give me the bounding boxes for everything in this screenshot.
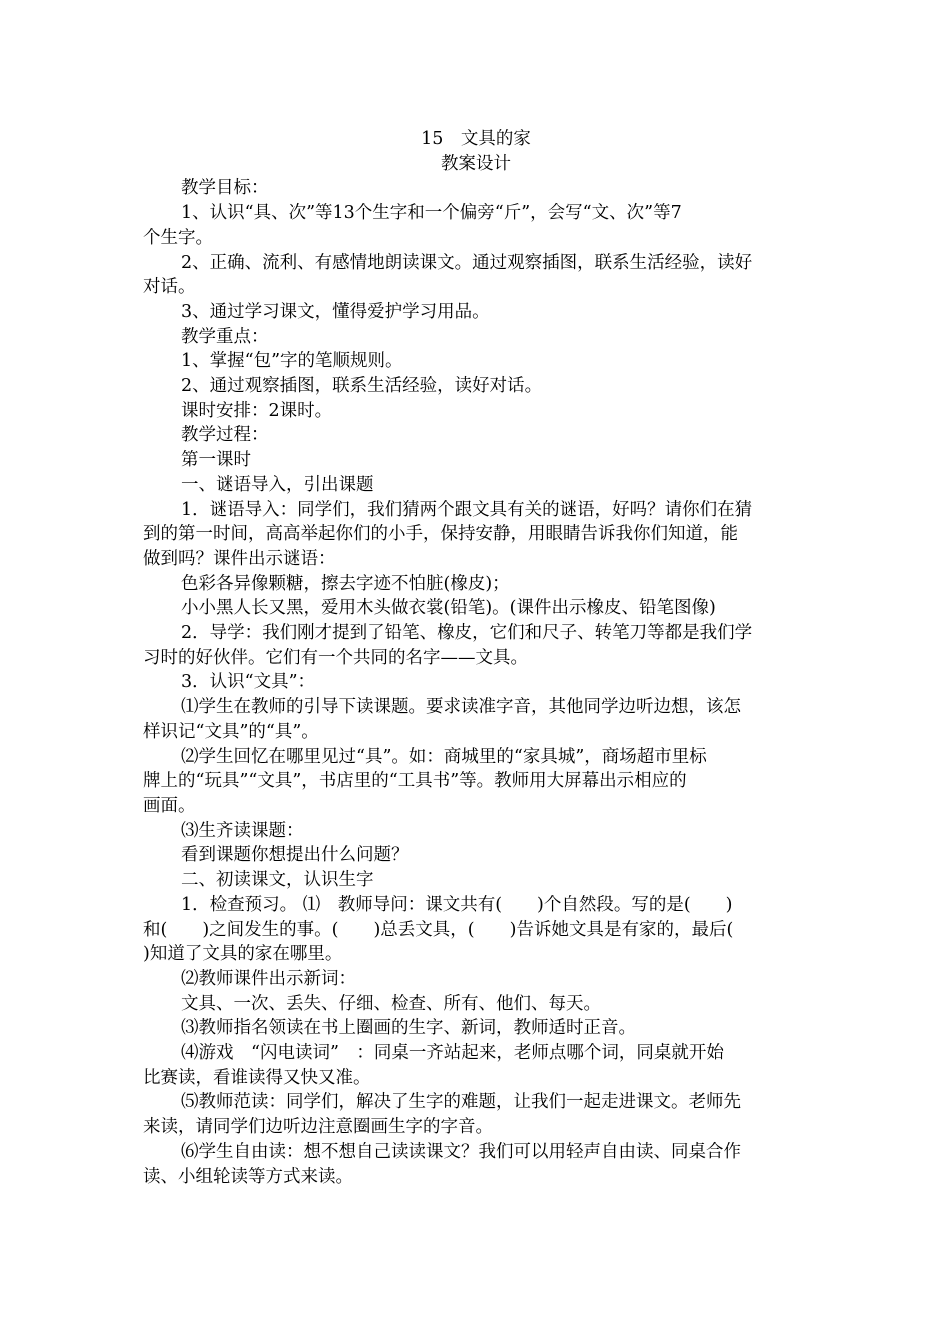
document-body <box>143 127 809 1189</box>
paragraph <box>143 967 809 992</box>
paragraph-line: 画面。 <box>143 795 196 816</box>
paragraph <box>143 423 809 448</box>
paragraph <box>143 201 809 250</box>
paragraph-line: 一、谜语导入，引出课题 <box>181 474 374 495</box>
paragraph <box>143 893 809 967</box>
paragraph-line: ⑹学生自由读：想不想自己读读课文？我们可以用轻声自由读、同桌合作 <box>181 1141 741 1162</box>
document-title: 15 文具的家 <box>421 129 531 149</box>
paragraph-line: 二、初读课文，认识生字 <box>181 870 374 891</box>
paragraph <box>143 399 809 424</box>
paragraph-line: 1、认识“具、次”等13个生字和一个偏旁“斤”，会写“文、次”等7 <box>181 203 682 224</box>
paragraph-line: 教学过程： <box>181 425 269 446</box>
paragraph-line: 对话。 <box>143 277 196 298</box>
paragraph <box>143 349 809 374</box>
paragraph-line: 色彩各异像颗糖，擦去字迹不怕脏(橡皮)； <box>181 573 510 594</box>
paragraph <box>143 300 809 325</box>
paragraph-line: 第一课时 <box>181 450 251 471</box>
paragraph <box>143 448 809 473</box>
paragraph <box>143 670 809 695</box>
paragraph <box>143 176 809 201</box>
paragraph-line: ⑸教师范读：同学们，解决了生字的难题，让我们一起走进课文。老师先 <box>181 1092 741 1113</box>
paragraph-line: 1．谜语导入：同学们，我们猜两个跟文具有关的谜语，好吗？请你们在猜 <box>181 499 753 520</box>
paragraph <box>143 621 809 670</box>
paragraph <box>143 1041 809 1090</box>
paragraph-line: 2、通过观察插图，联系生活经验，读好对话。 <box>181 376 543 397</box>
paragraph <box>143 1016 809 1041</box>
paragraph-line: 课时安排：2课时。 <box>181 400 333 421</box>
paragraph <box>143 745 809 819</box>
paragraph-line: 到的第一时间，高高举起你们的小手，保持安静，用眼睛告诉我你们知道，能 <box>143 524 738 545</box>
paragraph-line: 样识记“文具”的“具”。 <box>143 721 319 742</box>
paragraph <box>143 992 809 1017</box>
paragraph-line: ⑶教师指名领读在书上圈画的生字、新词，教师适时正音。 <box>181 1018 636 1039</box>
paragraph <box>143 251 809 300</box>
paragraph-line: ⑶生齐读课题： <box>181 820 304 841</box>
paragraph-line: 小小黑人长又黑，爱用木头做衣裳(铅笔)。(课件出示橡皮、铅笔图像) <box>181 598 716 619</box>
paragraph <box>143 1140 809 1189</box>
paragraph-line: 1、掌握“包”字的笔顺规则。 <box>181 351 403 372</box>
paragraph-line: 2．导学：我们刚才提到了铅笔、橡皮，它们和尺子、转笔刀等都是我们学 <box>181 623 753 644</box>
paragraph-line: ⑵学生回忆在哪里见过“具”。如：商城里的“家具城”，商场超市里标 <box>181 746 707 767</box>
paragraph <box>143 473 809 498</box>
paragraph-line: 1．检查预习。 ⑴ 教师导问：课文共有( )个自然段。写的是( ) <box>181 894 733 915</box>
paragraph <box>143 572 809 597</box>
paragraph-line: 做到吗？课件出示谜语： <box>143 548 336 569</box>
paragraph <box>143 843 809 868</box>
paragraph-line: 教学目标： <box>181 178 269 199</box>
paragraph <box>143 695 809 744</box>
paragraph-line: 和( )之间发生的事。( )总丢文具，( )告诉她文具是有家的，最后( <box>143 919 734 940</box>
paragraph-line: 个生字。 <box>143 227 213 248</box>
paragraph-line: 读、小组轮读等方式来读。 <box>143 1166 353 1187</box>
paragraph-line: )知道了文具的家在哪里。 <box>143 944 343 965</box>
paragraph <box>143 596 809 621</box>
paragraph-line: 3．认识“文具”： <box>181 672 316 693</box>
paragraph-line: 习时的好伙伴。它们有一个共同的名字——文具。 <box>143 647 528 668</box>
paragraph <box>143 868 809 893</box>
paragraph-line: 2、正确、流利、有感情地朗读课文。通过观察插图，联系生活经验，读好 <box>181 252 753 273</box>
paragraph-line: 3、通过学习课文，懂得爱护学习用品。 <box>181 301 490 322</box>
paragraph-line: 牌上的“玩具”“文具”，书店里的“工具书”等。教师用大屏幕出示相应的 <box>143 771 687 792</box>
paragraph <box>143 374 809 399</box>
paragraph-line: 来读，请同学们边听边注意圈画生字的字音。 <box>143 1117 493 1138</box>
document-subtitle: 教案设计 <box>441 153 511 174</box>
paragraph <box>143 325 809 350</box>
paragraph-line: ⑴学生在教师的引导下读课题。要求读准字音，其他同学边听边想，该怎 <box>181 697 741 718</box>
paragraph-line: ⑷游戏 “闪电读词” ：同桌一齐站起来，老师点哪个词，同桌就开始 <box>181 1043 724 1064</box>
paragraph-line: 教学重点： <box>181 326 269 347</box>
paragraph-line: 文具、一次、丢失、仔细、检查、所有、他们、每天。 <box>181 993 601 1014</box>
paragraph-list <box>143 176 809 1189</box>
paragraph <box>143 1090 809 1139</box>
paragraph-line: 比赛读，看谁读得又快又准。 <box>143 1067 371 1088</box>
paragraph <box>143 498 809 572</box>
paragraph <box>143 819 809 844</box>
paragraph-line: 看到课题你想提出什么问题？ <box>181 845 409 866</box>
paragraph-line: ⑵教师课件出示新词： <box>181 968 356 989</box>
